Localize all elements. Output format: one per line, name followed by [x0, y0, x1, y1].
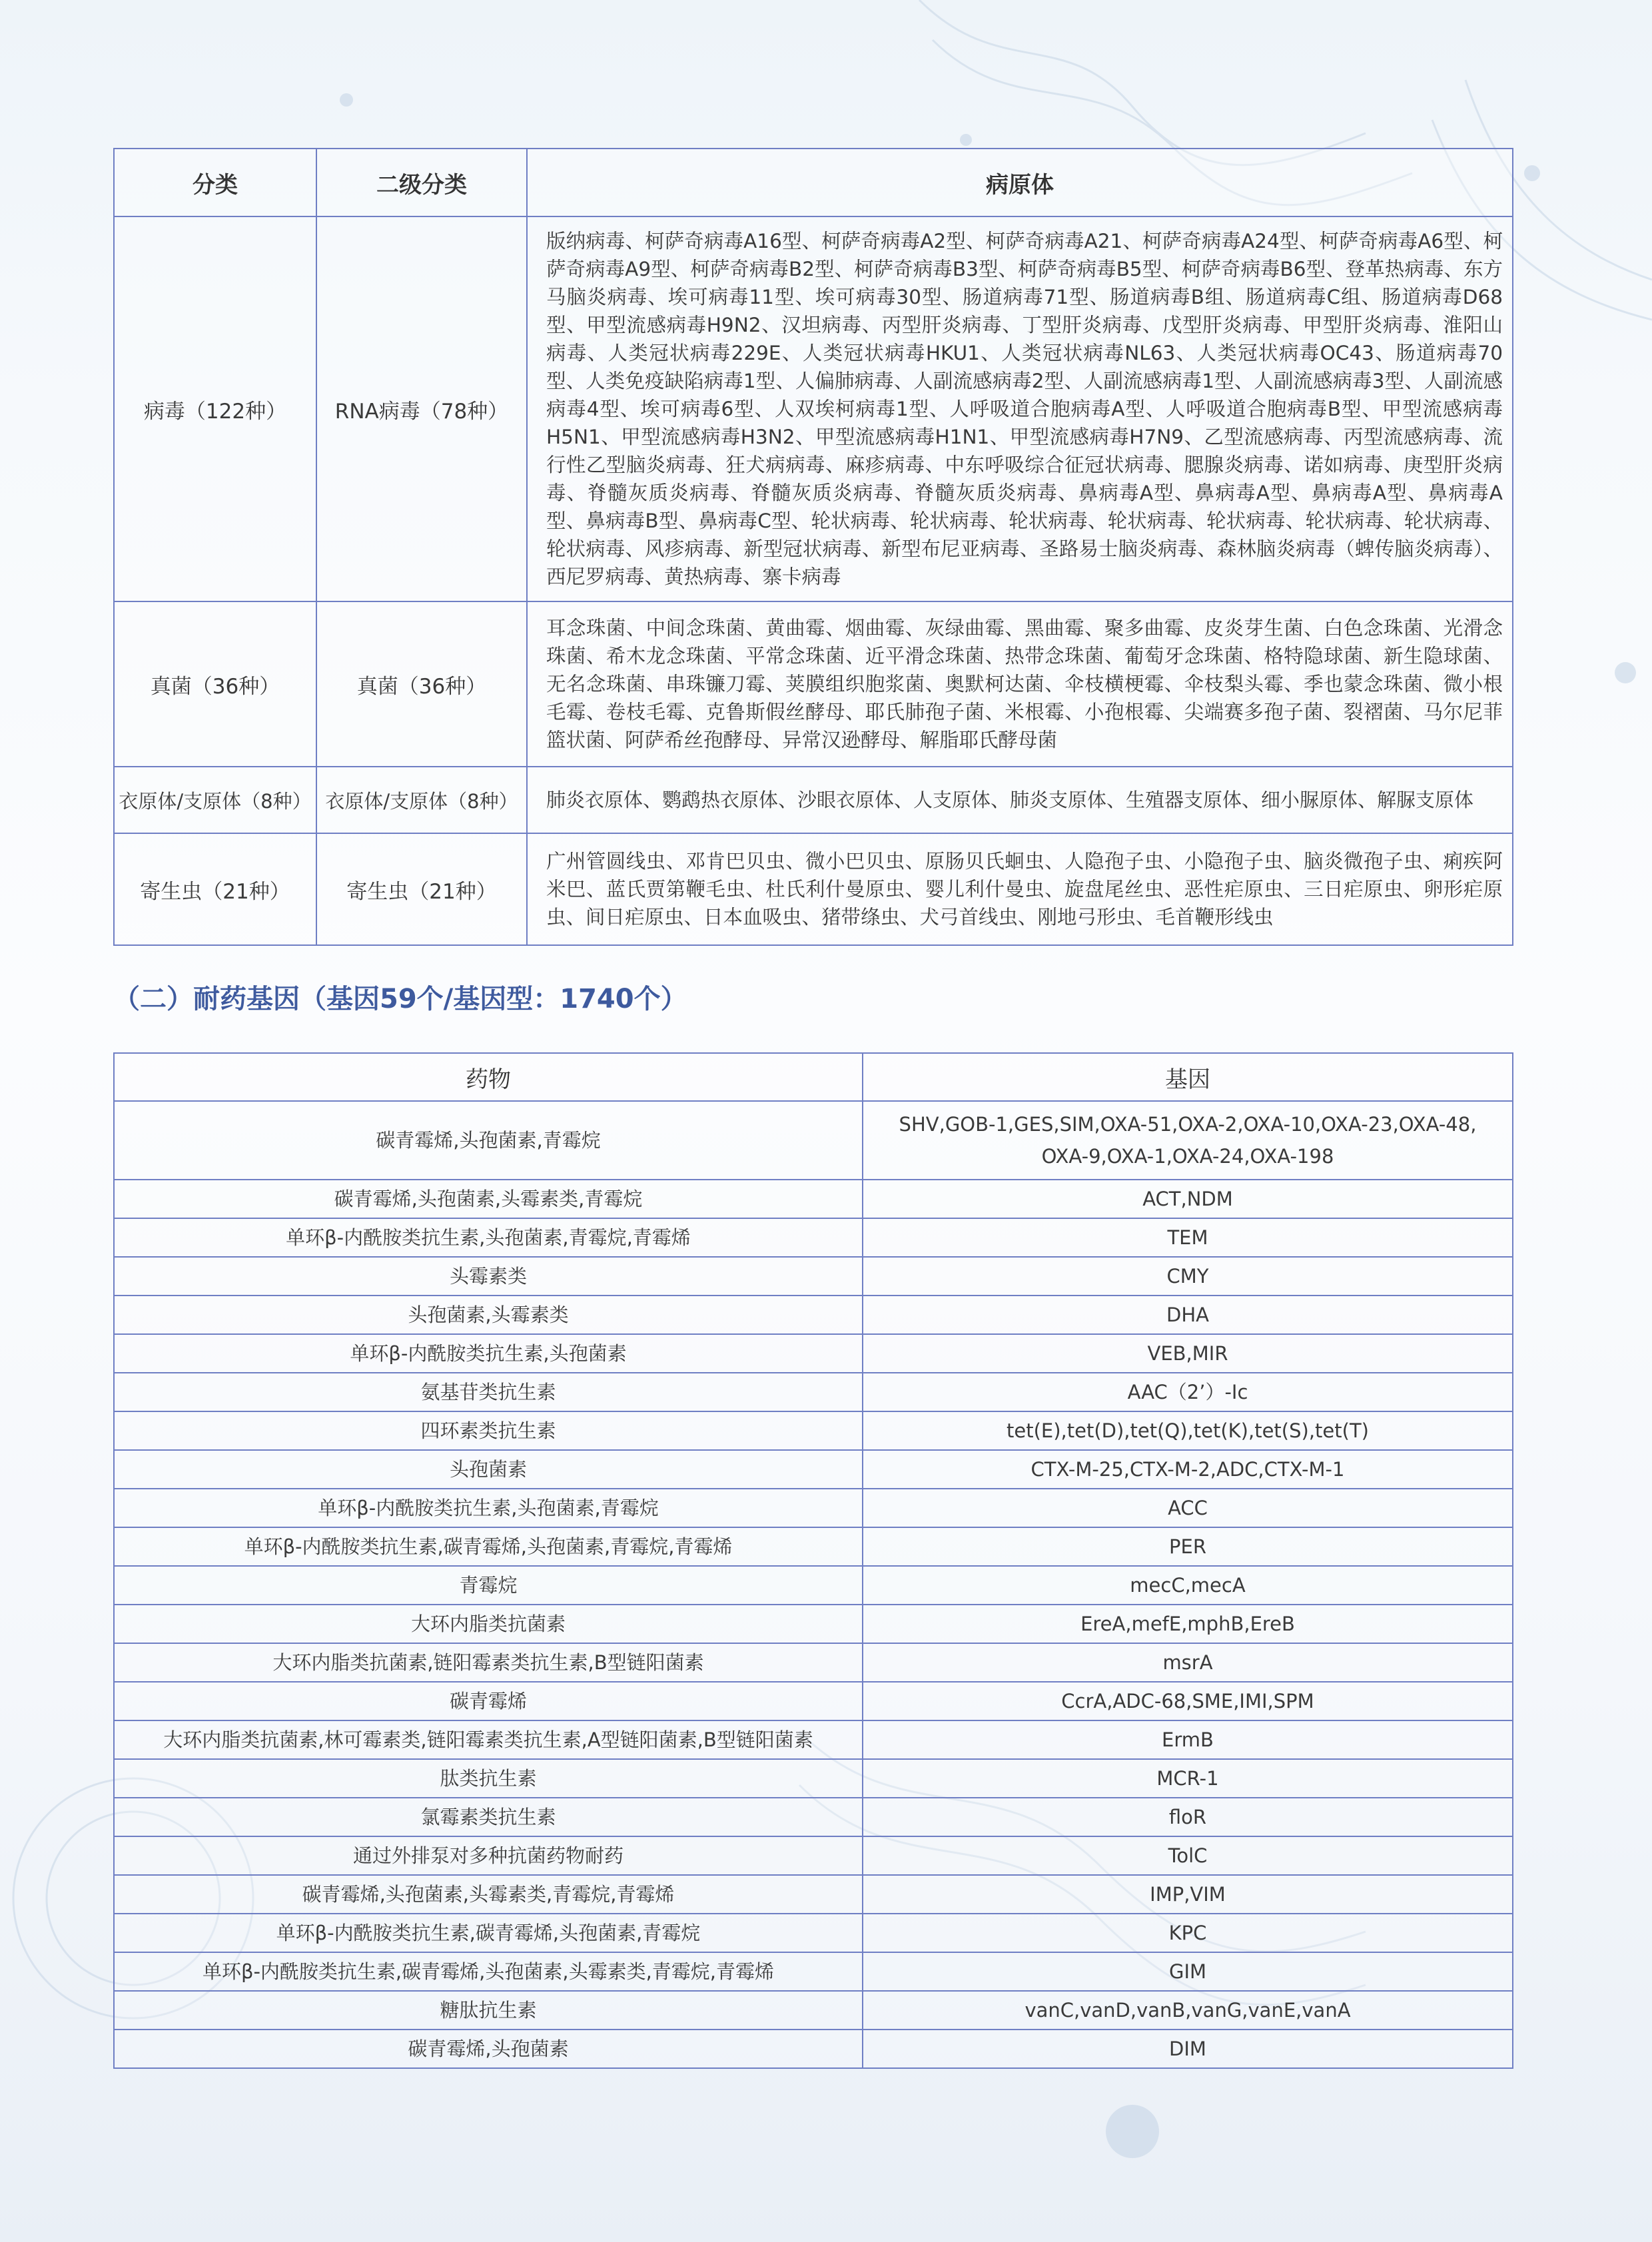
table-row	[114, 1566, 1513, 1605]
pathogen-table	[113, 148, 1513, 946]
drug-cell: 单环β-内酰胺类抗生素,碳青霉烯,头孢菌素,青霉烷,青霉烯	[114, 1527, 863, 1566]
pathogen-list: 肺炎衣原体、鹦鹉热衣原体、沙眼衣原体、人支原体、肺炎支原体、生殖器支原体、细小脲原体、解脲支原体	[527, 767, 1513, 833]
table-row	[114, 601, 1513, 767]
gene-text: CMY	[1166, 1265, 1209, 1288]
table-row	[114, 1450, 1513, 1489]
gene-text: CcrA,ADC-68,SME,IMI,SPM	[1061, 1690, 1314, 1712]
table-row	[114, 1836, 1513, 1875]
gene-cell	[863, 1605, 1513, 1643]
table-row	[114, 833, 1513, 945]
drug-cell: 碳青霉烯,头孢菌素,头霉素类,青霉烷	[114, 1180, 863, 1218]
gene-cell	[863, 1759, 1513, 1798]
category-cell: 病毒（122种）	[114, 216, 316, 601]
table-row	[114, 1101, 1513, 1180]
gene-text: ACC	[1168, 1497, 1208, 1519]
gene-text: MCR-1	[1156, 1767, 1219, 1790]
gene-table-header	[114, 1053, 1513, 1101]
drug-cell: 通过外排泵对多种抗菌药物耐药	[114, 1836, 863, 1875]
table-row	[114, 1373, 1513, 1411]
gene-text: tet(E),tet(D),tet(Q),tet(K),tet(S),tet(T)	[1007, 1419, 1369, 1442]
gene-cell	[863, 1450, 1513, 1489]
gene-text: DIM	[1169, 2038, 1206, 2060]
table-row	[114, 1257, 1513, 1296]
gene-text: PER	[1169, 1535, 1206, 1558]
subcategory-cell: RNA病毒（78种）	[316, 216, 527, 601]
gene-cell	[863, 1875, 1513, 1914]
gene-cell	[863, 1180, 1513, 1218]
pathogen-list: 广州管圆线虫、邓肯巴贝虫、微小巴贝虫、原肠贝氏蛔虫、人隐孢子虫、小隐孢子虫、脑炎微孢子虫、痢疾阿米巴、蓝氏贾第鞭毛虫、杜氏利什曼原虫、婴儿利什曼虫、旋盘尾丝虫、恶性疟原虫、三日疟原虫、卵形疟原虫、间日疟原虫、日本血吸虫、猪带绦虫、犬弓首线虫、刚地弓形虫、毛首鞭形线虫	[527, 833, 1513, 945]
gene-cell	[863, 1836, 1513, 1875]
header-pathogens: 病原体	[527, 149, 1513, 216]
gene-cell	[863, 1218, 1513, 1257]
table-row	[114, 1527, 1513, 1566]
drug-cell: 肽类抗生素	[114, 1759, 863, 1798]
category-cell: 寄生虫（21种）	[114, 833, 316, 945]
drug-cell: 单环β-内酰胺类抗生素,碳青霉烯,头孢菌素,青霉烷	[114, 1914, 863, 1952]
table-row	[114, 1643, 1513, 1682]
gene-text: VEB,MIR	[1147, 1342, 1228, 1365]
gene-cell	[863, 1527, 1513, 1566]
pathogen-list: 耳念珠菌、中间念珠菌、黄曲霉、烟曲霉、灰绿曲霉、黑曲霉、聚多曲霉、皮炎芽生菌、白色念珠菌、光滑念珠菌、希木龙念珠菌、平常念珠菌、近平滑念珠菌、热带念珠菌、葡萄牙念珠菌、格特隐球菌、新生隐球菌、无名念珠菌、串珠镰刀霉、荚膜组织胞浆菌、奥默柯达菌、伞枝横梗霉、伞枝梨头霉、季也蒙念珠菌、微小根毛霉、卷枝毛霉、克鲁斯假丝酵母、耶氏肺孢子菌、米根霉、小孢根霉、尖端赛多孢子菌、裂褶菌、马尔尼菲篮状菌、阿萨希丝孢酵母、异常汉逊酵母、解脂耶氏酵母菌	[527, 601, 1513, 767]
drug-cell: 碳青霉烯,头孢菌素,青霉烷	[114, 1101, 863, 1180]
drug-cell: 碳青霉烯,头孢菌素	[114, 2030, 863, 2068]
drug-cell: 单环β-内酰胺类抗生素,头孢菌素	[114, 1334, 863, 1373]
drug-cell: 青霉烷	[114, 1566, 863, 1605]
gene-cell	[863, 1682, 1513, 1720]
drug-cell: 头孢菌素	[114, 1450, 863, 1489]
gene-cell	[863, 1296, 1513, 1334]
table-row	[114, 1411, 1513, 1450]
table-row	[114, 1180, 1513, 1218]
subcategory-cell: 衣原体/支原体（8种）	[316, 767, 527, 833]
table-row	[114, 767, 1513, 833]
gene-text: ACT,NDM	[1142, 1188, 1233, 1210]
gene-cell	[863, 1411, 1513, 1450]
gene-cell	[863, 1257, 1513, 1296]
drug-cell: 单环β-内酰胺类抗生素,碳青霉烯,头孢菌素,头霉素类,青霉烷,青霉烯	[114, 1952, 863, 1991]
gene-cell	[863, 1101, 1513, 1180]
table-row	[114, 1914, 1513, 1952]
drug-cell: 单环β-内酰胺类抗生素,头孢菌素,青霉烷	[114, 1489, 863, 1527]
gene-text: GIM	[1168, 1960, 1207, 1983]
subcategory-cell: 真菌（36种）	[316, 601, 527, 767]
table-row	[114, 1296, 1513, 1334]
gene-text: IMP,VIM	[1150, 1883, 1226, 1906]
table-row	[114, 216, 1513, 601]
drug-cell: 大环内脂类抗菌素,链阳霉素类抗生素,B型链阳菌素	[114, 1643, 863, 1682]
gene-table-body	[114, 1101, 1513, 2068]
drug-cell: 大环内脂类抗菌素,林可霉素类,链阳霉素类抗生素,A型链阳菌素,B型链阳菌素	[114, 1720, 863, 1759]
gene-cell	[863, 1373, 1513, 1411]
header-gene: 基因	[863, 1053, 1513, 1101]
gene-cell	[863, 1643, 1513, 1682]
drug-cell: 头霉素类	[114, 1257, 863, 1296]
section-title: （二）耐药基因（基因59个/基因型：1740个）	[113, 984, 687, 1014]
drug-cell: 氨基苷类抗生素	[114, 1373, 863, 1411]
gene-cell	[863, 1720, 1513, 1759]
gene-cell	[863, 1489, 1513, 1527]
drug-cell: 氯霉素类抗生素	[114, 1798, 863, 1836]
gene-cell	[863, 1952, 1513, 1991]
table-row	[114, 1991, 1513, 2030]
gene-cell	[863, 1914, 1513, 1952]
table-row	[114, 1682, 1513, 1720]
subcategory-cell: 寄生虫（21种）	[316, 833, 527, 945]
table-row	[114, 2030, 1513, 2068]
drug-cell: 单环β-内酰胺类抗生素,头孢菌素,青霉烷,青霉烯	[114, 1218, 863, 1257]
gene-text: ErmB	[1162, 1728, 1214, 1751]
gene-text: mecC,mecA	[1130, 1574, 1246, 1597]
gene-text: SHV,GOB-1,GES,SIM,OXA-51,OXA-2,OXA-10,OXA-23,OXA-48,	[899, 1113, 1477, 1136]
header-category: 分类	[114, 149, 316, 216]
gene-cell	[863, 1991, 1513, 2030]
drug-cell: 碳青霉烯	[114, 1682, 863, 1720]
header-drug: 药物	[114, 1053, 863, 1101]
table-row	[114, 1798, 1513, 1836]
gene-text: TolC	[1168, 1844, 1208, 1867]
gene-text: EreA,mefE,mphB,EreB	[1080, 1613, 1295, 1635]
table-row	[114, 1334, 1513, 1373]
gene-text: floR	[1168, 1806, 1207, 1828]
table-row	[114, 1875, 1513, 1914]
drug-cell: 碳青霉烯,头孢菌素,头霉素类,青霉烷,青霉烯	[114, 1875, 863, 1914]
table-row	[114, 1720, 1513, 1759]
table-row	[114, 1605, 1513, 1643]
gene-text: msrA	[1162, 1651, 1213, 1674]
gene-text: TEM	[1167, 1226, 1208, 1249]
table-row	[114, 1218, 1513, 1257]
table-row	[114, 1952, 1513, 1991]
drug-cell: 四环素类抗生素	[114, 1411, 863, 1450]
resistance-gene-table	[113, 1052, 1513, 2069]
gene-cell	[863, 1334, 1513, 1373]
gene-text: vanC,vanD,vanB,vanG,vanE,vanA	[1025, 1999, 1351, 2022]
gene-cell	[863, 1798, 1513, 1836]
category-cell: 真菌（36种）	[114, 601, 316, 767]
category-cell: 衣原体/支原体（8种）	[114, 767, 316, 833]
header-subcategory: 二级分类	[316, 149, 527, 216]
gene-text: OXA-9,OXA-1,OXA-24,OXA-198	[1041, 1145, 1334, 1168]
gene-text: DHA	[1166, 1304, 1209, 1326]
gene-text: CTX-M-25,CTX-M-2,ADC,CTX-M-1	[1031, 1458, 1345, 1481]
table-row	[114, 1759, 1513, 1798]
drug-cell: 大环内脂类抗菌素	[114, 1605, 863, 1643]
table-row	[114, 1489, 1513, 1527]
gene-cell	[863, 2030, 1513, 2068]
drug-cell: 糖肽抗生素	[114, 1991, 863, 2030]
pathogen-list: 版纳病毒、柯萨奇病毒A16型、柯萨奇病毒A2型、柯萨奇病毒A21、柯萨奇病毒A24型、柯萨奇病毒A6型、柯萨奇病毒A9型、柯萨奇病毒B2型、柯萨奇病毒B3型、柯萨奇病毒B5型、柯萨奇病毒B6型、登革热病毒、东方马脑炎病毒、埃可病毒11型、埃可病毒30型、肠道病毒71型、肠道病毒B组、肠道病毒C组、肠道病毒D68型、甲型流感病毒H9N2、汉坦病毒、丙型肝炎病毒、丁型肝炎病毒、戊型肝炎病毒、甲型肝炎病毒、淮阳山病毒、人类冠状病毒229E、人类冠状病毒HKU1、人类冠状病毒NL63、人类冠状病毒OC43、肠道病毒70型、人类免疫缺陷病毒1型、人偏肺病毒、人副流感病毒2型、人副流感病毒1型、人副流感病毒3型、人副流感病毒4型、埃可病毒6型、人双埃柯病毒1型、人呼吸道合胞病毒A型、人呼吸道合胞病毒B型、甲型流感病毒H5N1、甲型流感病毒H3N2、甲型流感病毒H1N1、甲型流感病毒H7N9、乙型流感病毒、丙型流感病毒、流行性乙型脑炎病毒、狂犬病病毒、麻疹病毒、中东呼吸综合征冠状病毒、腮腺炎病毒、诺如病毒、庚型肝炎病毒、脊髓灰质炎病毒、脊髓灰质炎病毒、脊髓灰质炎病毒、鼻病毒A型、鼻病毒A型、鼻病毒A型、鼻病毒A型、鼻病毒B型、鼻病毒C型、轮状病毒、轮状病毒、轮状病毒、轮状病毒、轮状病毒、轮状病毒、轮状病毒、轮状病毒、风疹病毒、新型冠状病毒、新型布尼亚病毒、圣路易士脑炎病毒、森林脑炎病毒（蜱传脑炎病毒）、西尼罗病毒、黄热病毒、寨卡病毒	[527, 216, 1513, 601]
pathogen-table-header	[114, 149, 1513, 216]
gene-cell	[863, 1566, 1513, 1605]
gene-text: KPC	[1168, 1922, 1207, 1944]
drug-cell: 头孢菌素,头霉素类	[114, 1296, 863, 1334]
gene-text: AAC（2’）-Ic	[1127, 1381, 1248, 1403]
